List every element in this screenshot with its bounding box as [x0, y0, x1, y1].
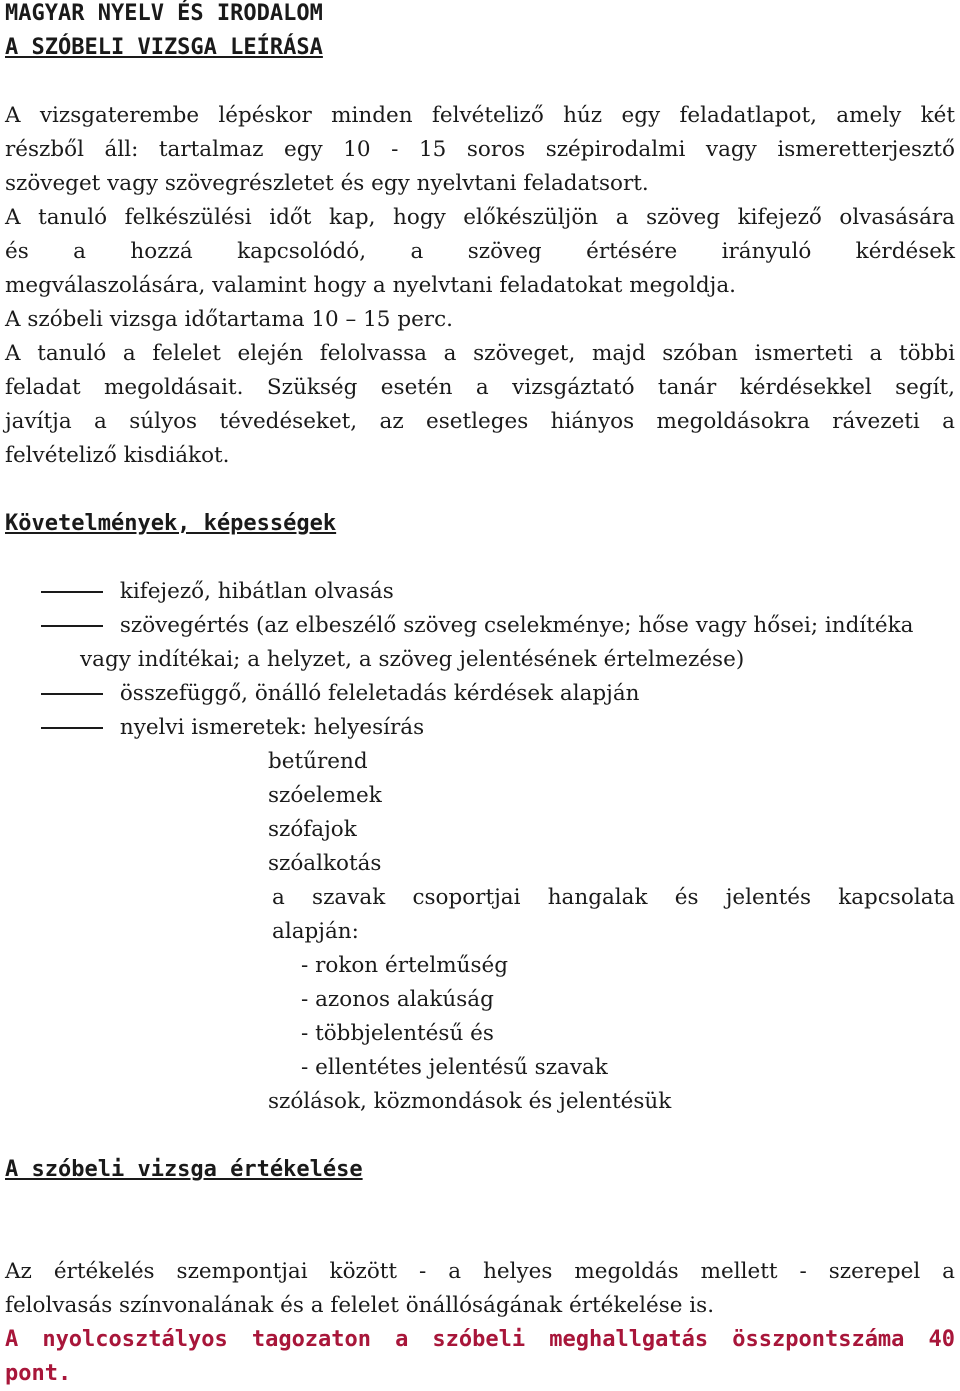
intro-line-4: A tanuló felkészülési időt kap, hogy előkészüljön a szöveg kifejező olvasására: [5, 205, 955, 230]
intro-line-6: megválaszolására, valamint hogy a nyelvtani feladatokat megoldja.: [5, 273, 736, 298]
sub-sub-item: - azonos alakúság: [301, 987, 494, 1012]
sub-item: szóalkotás: [268, 851, 382, 876]
requirement-item: kifejező, hibátlan olvasás: [5, 575, 955, 609]
requirements-heading: Követelmények, képességek: [5, 511, 337, 536]
intro-line-5: és a hozzá kapcsolódó, a szöveg értésére irányuló kérdések: [5, 239, 955, 264]
document-title: MAGYAR NYELV ÉS IRODALOM: [5, 1, 323, 26]
total-score-line: A nyolcosztályos tagozaton a szóbeli meghallgatás összpontszáma 40: [5, 1327, 955, 1352]
sub-sub-item: - rokon értelműség: [301, 953, 508, 978]
sub-item: betűrend: [268, 749, 368, 774]
total-score-line-end: pont.: [5, 1361, 72, 1386]
intro-line-8: A tanuló a felelet elején felolvassa a szöveget, majd szóban ismerteti a többi: [5, 341, 955, 366]
dash-bullet: [41, 693, 103, 695]
sub-item-continued: alapján:: [272, 919, 359, 944]
requirement-item: szövegértés (az elbeszélő szöveg cselekménye; hőse vagy hősei; indítéka: [5, 609, 955, 643]
dash-bullet: [41, 591, 103, 593]
sub-sub-item: - ellentétes jelentésű szavak: [301, 1055, 608, 1080]
evaluation-line-2: felolvasás színvonalának és a felelet önállóságának értékelése is.: [5, 1293, 715, 1318]
exam-duration: A szóbeli vizsga időtartama 10 – 15 perc.: [5, 307, 453, 332]
sub-item: szóelemek: [268, 783, 382, 808]
document-subtitle: A SZÓBELI VIZSGA LEÍRÁSA: [5, 35, 323, 60]
intro-line-10: javítja a súlyos tévedéseket, az esetleges hiányos megoldásokra rávezeti a: [5, 409, 955, 434]
evaluation-heading: A szóbeli vizsga értékelése: [5, 1157, 363, 1182]
dash-bullet: [41, 727, 103, 729]
intro-line-9: feladat megoldásait. Szükség esetén a vizsgáztató tanár kérdésekkel segít,: [5, 375, 955, 400]
sub-item: szófajok: [268, 817, 357, 842]
intro-line-11: felvételiző kisdiákot.: [5, 443, 230, 468]
dash-bullet: [41, 625, 103, 627]
intro-line-3: szöveget vagy szövegrészletet és egy nyelvtani feladatsort.: [5, 171, 649, 196]
sub-item: a szavak csoportjai hangalak és jelentés kapcsolata: [272, 885, 955, 910]
requirement-item: összefüggő, önálló feleletadás kérdések alapján: [5, 677, 955, 711]
intro-line-2: részből áll: tartalmaz egy 10 - 15 soros szépirodalmi vagy ismeretterjesztő: [5, 137, 955, 162]
requirement-item-continued: vagy indítékai; a helyzet, a szöveg jelentésének értelmezése): [80, 647, 745, 672]
requirement-item: nyelvi ismeretek: helyesírás: [5, 711, 955, 745]
intro-line-1: A vizsgaterembe lépéskor minden felvételiző húz egy feladatlapot, amely két: [5, 103, 955, 128]
evaluation-line-1: Az értékelés szempontjai között - a helyes megoldás mellett - szerepel a: [5, 1259, 955, 1284]
sub-item: szólások, közmondások és jelentésük: [268, 1089, 672, 1114]
sub-sub-item: - többjelentésű és: [301, 1021, 494, 1046]
